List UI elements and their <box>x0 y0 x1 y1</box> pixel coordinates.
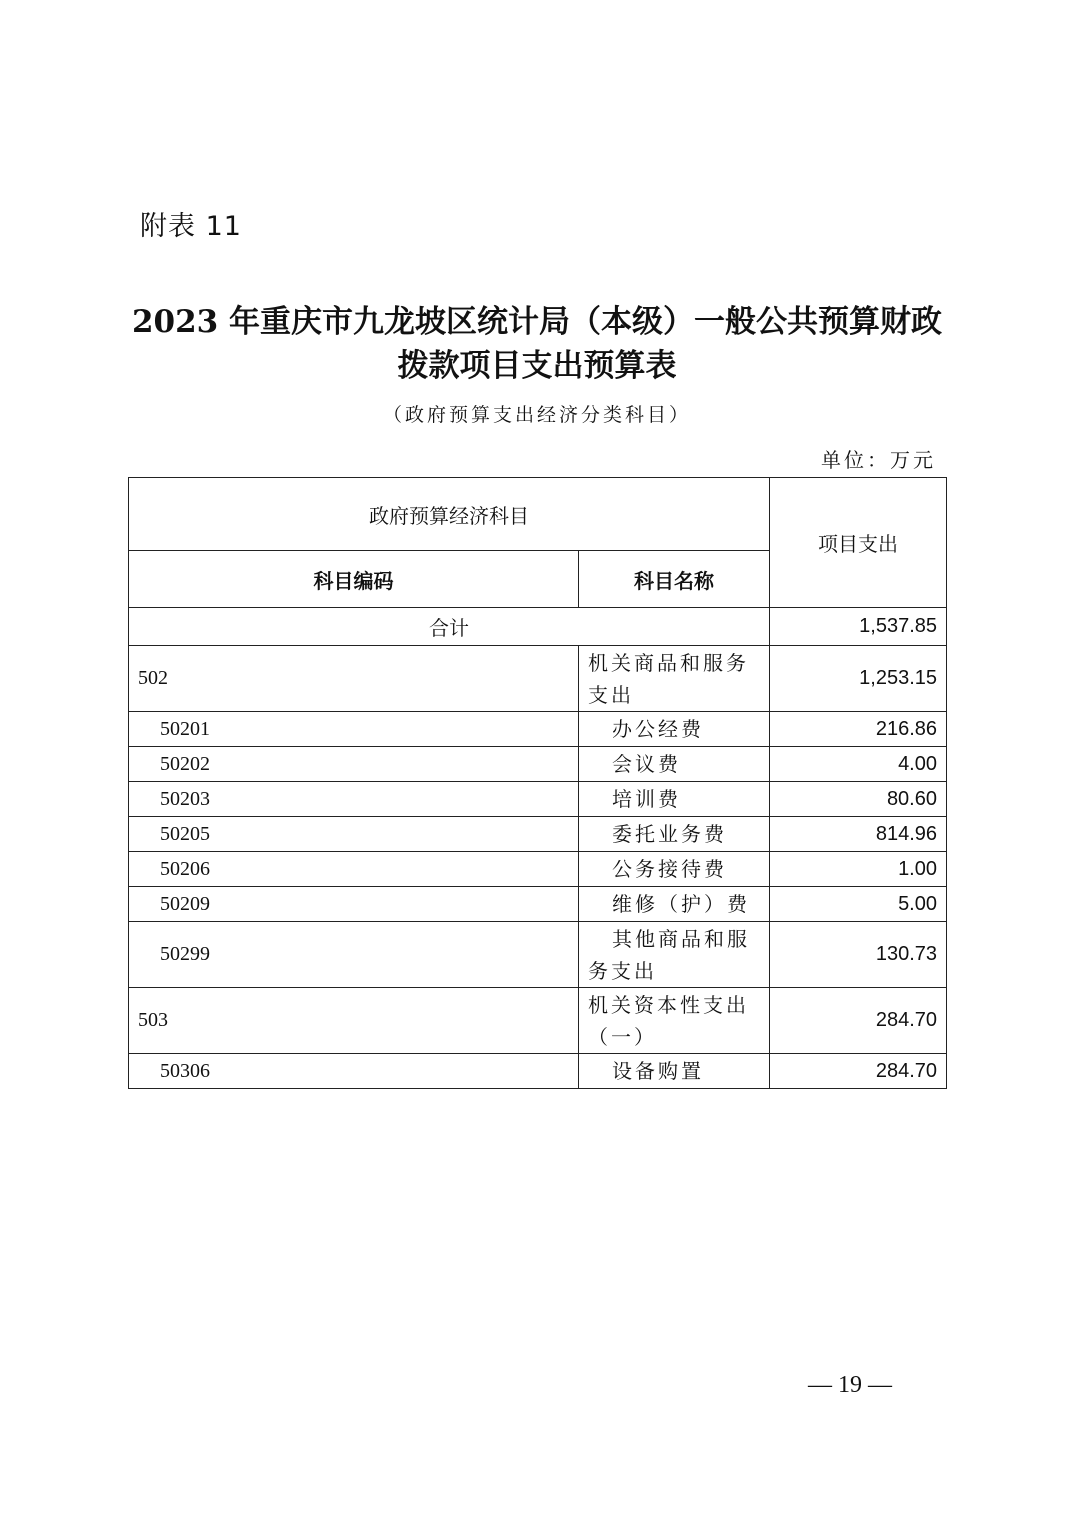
subject-name: 培训费 <box>579 782 770 817</box>
header-subject-code: 科目编码 <box>129 551 579 608</box>
subject-name: 设备购置 <box>579 1054 770 1089</box>
total-row <box>129 608 947 646</box>
header-subject-name: 科目名称 <box>579 551 770 608</box>
project-amount: 4.00 <box>770 747 947 782</box>
table-row <box>129 852 947 887</box>
budget-table <box>128 477 947 1089</box>
table-row <box>129 747 947 782</box>
subject-code: 502 <box>129 646 579 712</box>
subject-name: 机关商品和服务支出 <box>579 646 770 712</box>
subject-name: 其他商品和服务支出 <box>579 922 770 988</box>
subject-code: 50202 <box>129 747 579 782</box>
subject-name: 委托业务费 <box>579 817 770 852</box>
table-row <box>129 988 947 1054</box>
table-row <box>129 887 947 922</box>
table-row <box>129 1054 947 1089</box>
project-amount: 1,253.15 <box>770 646 947 712</box>
total-amount: 1,537.85 <box>770 608 947 646</box>
document-subtitle: （政府预算支出经济分类科目） <box>382 404 691 426</box>
project-amount: 5.00 <box>770 887 947 922</box>
subject-name: 维修（护）费 <box>579 887 770 922</box>
total-label: 合计 <box>129 608 770 646</box>
header-project-expenditure: 项目支出 <box>770 478 947 608</box>
project-amount: 284.70 <box>770 1054 947 1089</box>
subject-code: 50205 <box>129 817 579 852</box>
subject-name: 办公经费 <box>579 712 770 747</box>
unit-label: 单位：万元 <box>821 448 936 472</box>
subject-code: 50306 <box>129 1054 579 1089</box>
subject-name: 会议费 <box>579 747 770 782</box>
project-amount: 814.96 <box>770 817 947 852</box>
table-row <box>129 646 947 712</box>
page-number: — 19 — <box>808 1372 892 1398</box>
project-amount: 1.00 <box>770 852 947 887</box>
project-amount: 216.86 <box>770 712 947 747</box>
subject-name: 公务接待费 <box>579 852 770 887</box>
attachment-label: 附表 11 <box>140 211 242 242</box>
table-row <box>129 782 947 817</box>
document-title-line-2: 拨款项目支出预算表 <box>397 348 677 384</box>
document-title-line-1: 2023 年重庆市九龙坡区统计局（本级）一般公共预算财政 <box>131 304 943 340</box>
project-amount: 284.70 <box>770 988 947 1054</box>
project-amount: 80.60 <box>770 782 947 817</box>
subject-name: 机关资本性支出（一） <box>579 988 770 1054</box>
subject-code: 50201 <box>129 712 579 747</box>
subject-code: 503 <box>129 988 579 1054</box>
subject-code: 50299 <box>129 922 579 988</box>
project-amount: 130.73 <box>770 922 947 988</box>
header-economic-subject: 政府预算经济科目 <box>129 478 770 551</box>
subject-code: 50209 <box>129 887 579 922</box>
table-row <box>129 712 947 747</box>
subject-code: 50203 <box>129 782 579 817</box>
table-row <box>129 817 947 852</box>
table-header-row <box>129 478 947 551</box>
table-row <box>129 922 947 988</box>
subject-code: 50206 <box>129 852 579 887</box>
